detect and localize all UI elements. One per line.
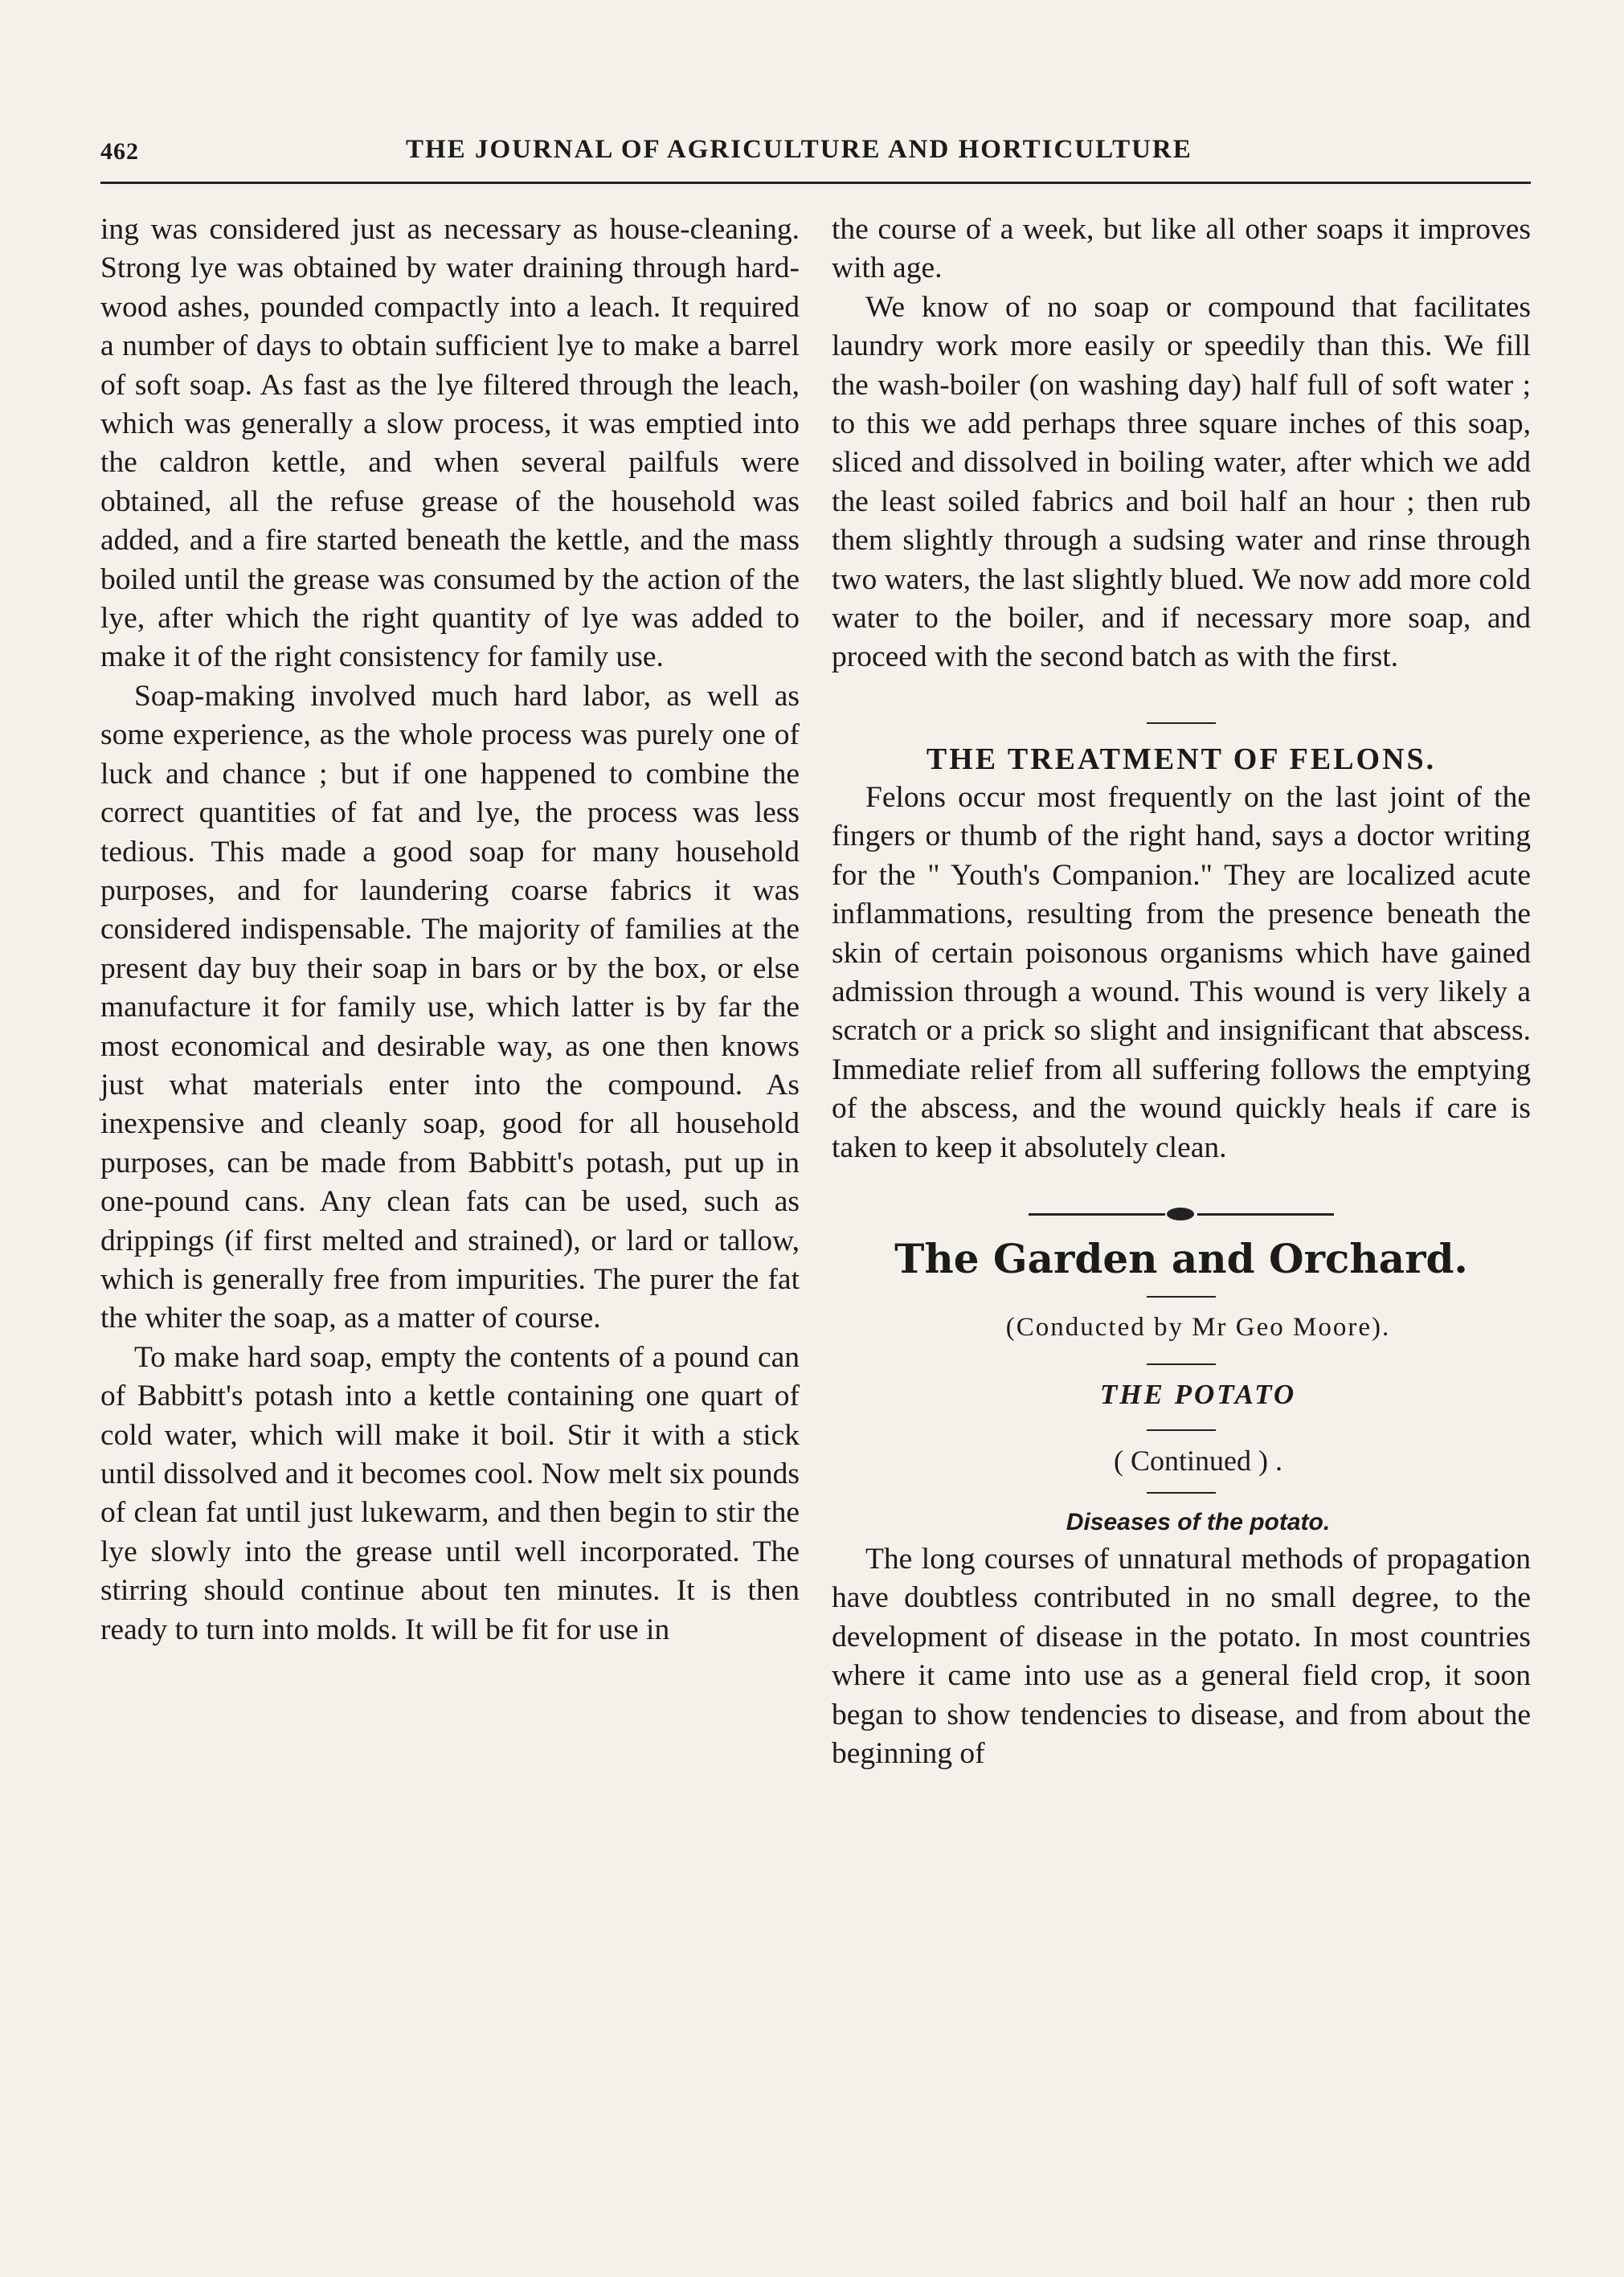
page-number: 462	[100, 138, 139, 165]
soap-history-paragraph: ing was considered just as necessary as house-cleaning. Strong lye was obtained by water draining through hard-wood ashes, pounded compactly into a leach. It required a number of days to obtain sufficient lye to make a barrel of soft soap. As fast as the lye filtered through the leach, which was generally a slow process, it was emptied into the caldron kettle, and when several pailfuls were obtained, all the refuse grease of the household was added, and a fire started beneath the kettle, and the mass boiled until the grease was consumed by the action of the lye, after which the right quantity of lye was added to make it of the right consistency for family use.	[100, 213, 800, 674]
laundry-paragraph: We know of no soap or compound that facilitates laundry work more easily or speedily than this. We fill the wash-boiler (on washing day) half full of soft water ; to this we add perhaps three square inches of this soap, sliced and dissolved in boiling water, after which we add the least soiled fabrics and boil half an hour ; then rub them slightly through a sudsing water and rinse through two waters, the last slightly blued. We now add more cold water to the boiler, and if necessary more soap, and proceed with the second batch as with the first.	[832, 290, 1531, 674]
running-title: THE JOURNAL OF AGRICULTURE AND HORTICULTURE	[406, 135, 1192, 164]
continued-label: ( Continued ) .	[1114, 1444, 1282, 1477]
felons-paragraph: Felons occur most frequently on the last joint of the fingers or thumb of the right hand, says a doctor writing for the " Youth's Companion." They are localized acute inflammations, resulting from the presence beneath the skin of certain poisonous organisms which have gained admission through a wound. This wound is very likely a scratch or a prick so slight and insignificant that abscess. Immediate relief from all suffering follows the emptying of the abscess, and the wound quickly heals if care is taken to keep it absolutely clean.	[832, 780, 1531, 1164]
conducted-by: (Conducted by Mr Geo Moore).	[1005, 1312, 1391, 1342]
department-heading: The Garden and Orchard.	[894, 1234, 1468, 1282]
hard-soap-paragraph: To make hard soap, empty the contents of a pound can of Babbitt's potash into a kettle containing one quart of cold water, which will make it boil. Stir it with a stick until dissolved and it becomes cool. Now melt six pounds of clean fat until just lukewarm, and then begin to stir the lye slowly into the grease until well incorporated. The stirring should continue about ten minutes. It is then ready to turn into molds. It will be fit for use in	[100, 1340, 800, 1646]
article-title: THE POTATO	[1099, 1378, 1297, 1410]
right-column	[832, 211, 1531, 1773]
header-rule	[100, 182, 1531, 184]
ornamental-divider	[1029, 1206, 1334, 1222]
diseases-paragraph: The long courses of unnatural methods of propagation have doubtless contributed in no small degree, to the development of disease in the potato. In most countries where it came into use as a general field crop, it soon began to show tendencies to disease, and from about the beginning of	[832, 1542, 1531, 1770]
ornament-icon	[1167, 1208, 1194, 1220]
soap-continuation-paragraph: the course of a week, but like all other soaps it improves with age.	[832, 213, 1531, 285]
diseases-subheading: Diseases of the potato.	[1066, 1508, 1331, 1535]
soap-making-paragraph: Soap-making involved much hard labor, as well as some experience, as the whole process was purely one of luck and chance ; but if one happened to combine the correct quantities of fat and lye, the process was less tedious. This made a good soap for many household purposes, and for laundering coarse fabrics it was considered indispensable. The majority of families at the present day buy their soap in bars or by the box, or else manufacture it for family use, which latter is by far the most economical and desirable way, as one then knows just what materials enter into the compound. As inexpensive and cleanly soap, good for all household purposes, can be made from Babbitt's potash, put up in one-pound cans. Any clean fats can be used, such as drippings (if first melted and strained), or lard or tallow, which is generally free from impurities. The purer the fat the whiter the soap, as a matter of course.	[100, 679, 800, 1335]
left-column	[100, 211, 800, 1649]
felons-heading: THE TREATMENT OF FELONS.	[926, 742, 1437, 776]
page-header	[100, 135, 1531, 175]
